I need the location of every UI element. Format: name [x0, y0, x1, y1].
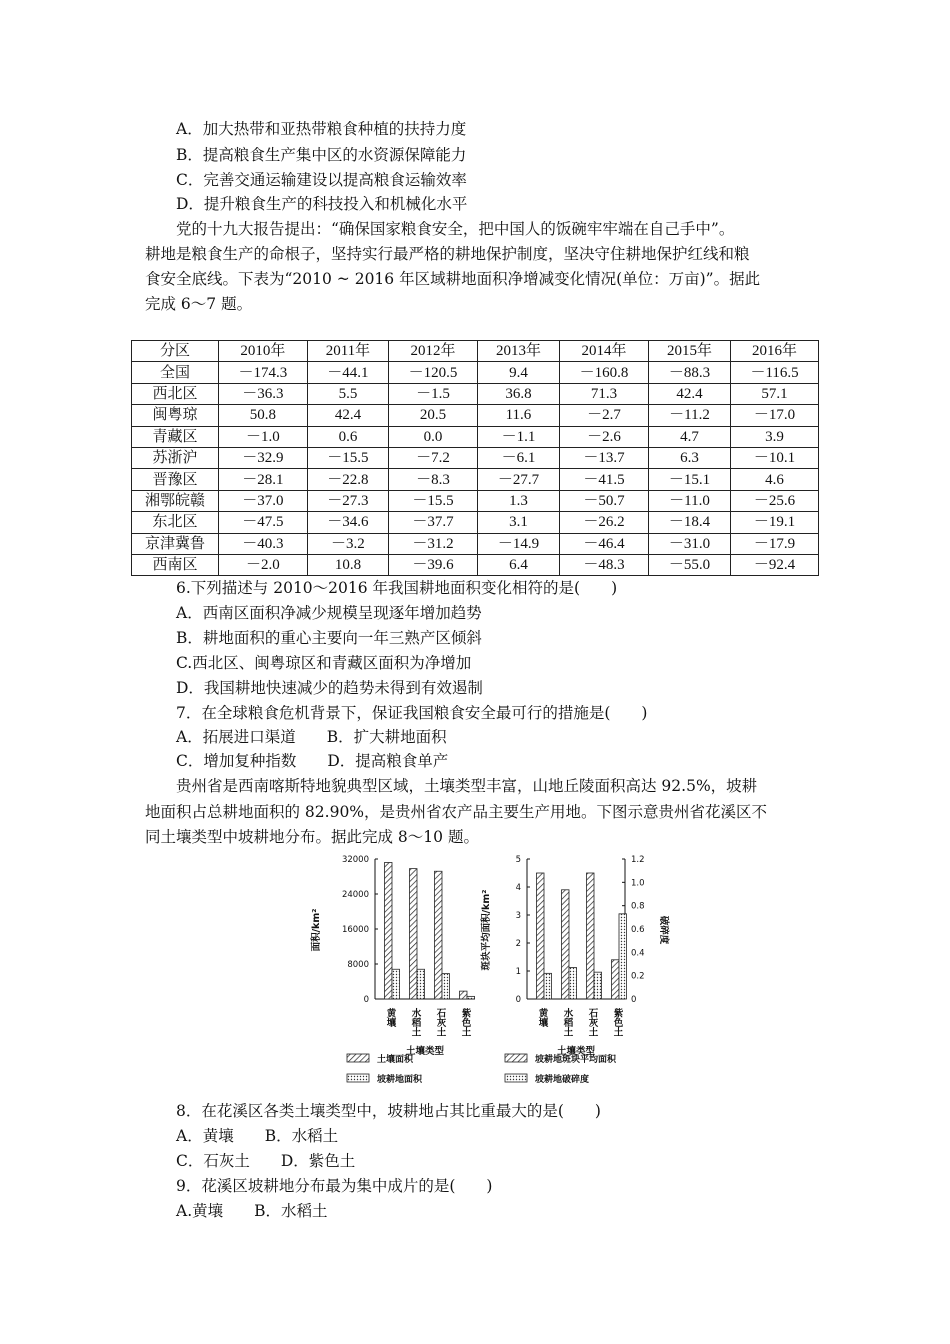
category-label: 紫色土 — [611, 1008, 623, 1037]
slope-cropland-area-bar — [442, 974, 450, 999]
legend-fragmentation-swatch — [505, 1074, 527, 1082]
region-cell: 青藏区 — [132, 426, 219, 447]
passage2-line: 同土壤类型中坡耕地分布。据此完成 8～10 题。 — [145, 828, 479, 846]
patch-mean-area-bar — [612, 960, 620, 999]
region-cell: 湘鄂皖赣 — [132, 490, 219, 511]
passage2-line: 贵州省是西南喀斯特地貌典型区域，土壤类型丰富，山地丘陵面积高达 92.5%，坡耕 — [176, 777, 758, 795]
cropland-change-table — [131, 340, 819, 576]
legend-patch-mean-area-swatch — [505, 1054, 527, 1062]
value-cell: 42.4 — [307, 405, 388, 426]
table-row — [132, 512, 819, 533]
value-cell: －17.0 — [731, 405, 819, 426]
y-tick-label: 0 — [363, 995, 369, 1005]
fragmentation-bar — [619, 914, 627, 999]
y-tick-label: 3 — [515, 911, 521, 921]
value-cell: 9.4 — [477, 362, 559, 383]
region-cell: 京津冀鲁 — [132, 533, 219, 554]
table-row — [132, 383, 819, 404]
soil-slope-cropland-charts — [305, 850, 825, 1095]
value-cell: 6.3 — [648, 447, 730, 468]
y-tick-label: 1 — [515, 967, 521, 977]
value-cell: －10.1 — [731, 447, 819, 468]
value-cell: 0.0 — [389, 426, 478, 447]
region-cell: 东北区 — [132, 512, 219, 533]
patch-mean-area-bar — [562, 890, 570, 999]
fragmentation-bar — [544, 973, 552, 999]
value-cell: 71.3 — [560, 383, 649, 404]
table-row — [132, 554, 819, 575]
passage2-line: 地面积占总耕地面积的 82.90%，是贵州省农产品主要生产用地。下图示意贵州省花溪区不 — [145, 803, 768, 821]
value-cell: 20.5 — [389, 405, 478, 426]
value-cell: －36.3 — [219, 383, 308, 404]
value-cell: －41.5 — [560, 469, 649, 490]
value-cell: －15.1 — [648, 469, 730, 490]
fragmentation-bar — [569, 968, 577, 1000]
q6-option-a: A．西南区面积净减少规模呈现逐年增加趋势 — [176, 604, 482, 622]
value-cell: 36.8 — [477, 383, 559, 404]
patch-mean-area-bar — [587, 873, 595, 999]
category-label: 黄壤 — [384, 1008, 396, 1027]
table-header-cell: 2010年 — [219, 341, 308, 362]
legend-slope-cropland-area-swatch — [347, 1074, 369, 1082]
y-tick-label-right: 0.4 — [631, 948, 645, 959]
region-cell: 西北区 — [132, 383, 219, 404]
legend-patch-mean-area: 坡耕地斑块平均面积 — [535, 1055, 617, 1065]
value-cell: 10.8 — [307, 554, 388, 575]
category-label: 黄壤 — [536, 1008, 548, 1027]
value-cell: －11.2 — [648, 405, 730, 426]
q6-option-b: B．耕地面积的重心主要向一年三熟产区倾斜 — [176, 629, 482, 647]
value-cell: －15.5 — [307, 447, 388, 468]
y-tick-label: 0 — [515, 995, 521, 1005]
y-tick-label: 5 — [515, 855, 521, 865]
category-label: 水稻土 — [561, 1008, 573, 1037]
q9-stem: 9．花溪区坡耕地分布最为集中成片的是( ) — [176, 1177, 493, 1195]
region-cell: 苏浙沪 — [132, 447, 219, 468]
value-cell: －48.3 — [560, 554, 649, 575]
value-cell: 5.5 — [307, 383, 388, 404]
soil-area-bar — [385, 863, 393, 1000]
passage1-line: 完成 6～7 题。 — [145, 295, 253, 313]
fragmentation-bar — [594, 972, 602, 999]
value-cell: －32.9 — [219, 447, 308, 468]
value-cell: －34.6 — [307, 512, 388, 533]
legend-soil-area: 土壤面积 — [377, 1055, 414, 1065]
value-cell: －50.7 — [560, 490, 649, 511]
slope-cropland-area-bar — [417, 969, 425, 999]
passage1-line: 耕地是粮食生产的命根子，坚持实行最严格的耕地保护制度，坚决守住耕地保护红线和粮 — [145, 245, 750, 263]
value-cell: 57.1 — [731, 383, 819, 404]
table-row — [132, 447, 819, 468]
table-row — [132, 533, 819, 554]
q5-option-d: D．提升粮食生产的科技投入和机械化水平 — [176, 195, 468, 213]
y-axis-label: 斑块平均面积/km² — [481, 889, 492, 971]
value-cell: －116.5 — [731, 362, 819, 383]
legend-fragmentation: 坡耕地破碎度 — [535, 1075, 590, 1085]
value-cell: 50.8 — [219, 405, 308, 426]
y-tick-label: 16000 — [341, 925, 369, 935]
value-cell: －11.0 — [648, 490, 730, 511]
value-cell: －1.1 — [477, 426, 559, 447]
q6-option-d: D．我国耕地快速减少的趋势未得到有效遏制 — [176, 679, 483, 697]
q5-option-a: A．加大热带和亚热带粮食种植的扶持力度 — [176, 120, 467, 138]
value-cell: －15.5 — [389, 490, 478, 511]
q8-options-ab: A．黄壤 B．水稻土 — [176, 1127, 339, 1145]
value-cell: －17.9 — [731, 533, 819, 554]
value-cell: －37.7 — [389, 512, 478, 533]
value-cell: －19.1 — [731, 512, 819, 533]
q7-options-cd: C．增加复种指数 D．提高粮食单产 — [176, 752, 449, 770]
table-header-cell: 2014年 — [560, 341, 649, 362]
table-row — [132, 426, 819, 447]
table-header-cell: 2011年 — [307, 341, 388, 362]
y-tick-label-right: 0.6 — [631, 925, 645, 935]
value-cell: －1.5 — [389, 383, 478, 404]
legend-soil-area-swatch — [347, 1054, 369, 1062]
y-tick-label: 2 — [515, 939, 521, 949]
value-cell: －92.4 — [731, 554, 819, 575]
region-cell: 闽粤琼 — [132, 405, 219, 426]
value-cell: －3.2 — [307, 533, 388, 554]
value-cell: －27.7 — [477, 469, 559, 490]
value-cell: －8.3 — [389, 469, 478, 490]
value-cell: 42.4 — [648, 383, 730, 404]
y-tick-label-right: 0 — [631, 995, 637, 1005]
table-header-cell: 2012年 — [389, 341, 478, 362]
y-tick-label: 32000 — [341, 855, 369, 865]
value-cell: －7.2 — [389, 447, 478, 468]
value-cell: －27.3 — [307, 490, 388, 511]
passage1-line: 食安全底线。下表为“2010 ~ 2016 年区域耕地面积净增减变化情况(单位：万亩)”。据此 — [145, 270, 761, 288]
category-label: 石灰土 — [434, 1008, 446, 1037]
soil-area-bar — [460, 991, 468, 999]
y-axis-label: 面积/km² — [311, 908, 322, 952]
value-cell: 4.6 — [731, 469, 819, 490]
value-cell: 4.7 — [648, 426, 730, 447]
y-tick-label-right: 0.2 — [631, 971, 645, 982]
value-cell: －2.6 — [560, 426, 649, 447]
value-cell: －44.1 — [307, 362, 388, 383]
value-cell: －1.0 — [219, 426, 308, 447]
region-cell: 全国 — [132, 362, 219, 383]
value-cell: －88.3 — [648, 362, 730, 383]
table-row — [132, 362, 819, 383]
q8-stem: 8．在花溪区各类土壤类型中，坡耕地占其比重最大的是( ) — [176, 1102, 601, 1120]
category-label: 石灰土 — [586, 1008, 598, 1037]
value-cell: －31.0 — [648, 533, 730, 554]
region-cell: 西南区 — [132, 554, 219, 575]
soil-area-bar — [410, 869, 418, 999]
y-tick-label-right: 1.0 — [631, 878, 645, 889]
table-row — [132, 469, 819, 490]
value-cell: 3.1 — [477, 512, 559, 533]
table-header-cell: 2013年 — [477, 341, 559, 362]
value-cell: －28.1 — [219, 469, 308, 490]
q8-options-cd: C．石灰土 D．紫色土 — [176, 1152, 356, 1170]
value-cell: －160.8 — [560, 362, 649, 383]
soil-area-bar — [435, 871, 443, 999]
q6-option-c: C.西北区、闽粤琼区和青藏区面积为净增加 — [176, 654, 472, 672]
y-tick-label: 4 — [515, 883, 521, 893]
category-label: 紫色土 — [459, 1008, 471, 1037]
value-cell: －31.2 — [389, 533, 478, 554]
value-cell: 6.4 — [477, 554, 559, 575]
value-cell: －174.3 — [219, 362, 308, 383]
value-cell: 11.6 — [477, 405, 559, 426]
value-cell: －40.3 — [219, 533, 308, 554]
x-axis-label: 土壤类型 — [405, 1046, 445, 1057]
value-cell: －55.0 — [648, 554, 730, 575]
q6-stem: 6.下列描述与 2010～2016 年我国耕地面积变化相符的是( ) — [176, 579, 618, 597]
q7-stem: 7．在全球粮食危机背景下，保证我国粮食安全最可行的措施是( ) — [176, 704, 648, 722]
slope-cropland-area-bar — [392, 969, 400, 999]
table-header-cell: 分区 — [132, 341, 219, 362]
value-cell: －2.7 — [560, 405, 649, 426]
q7-options-ab: A．拓展进口渠道 B．扩大耕地面积 — [176, 728, 447, 746]
patch-mean-area-bar — [537, 873, 545, 999]
value-cell: －13.7 — [560, 447, 649, 468]
value-cell: －6.1 — [477, 447, 559, 468]
value-cell: －22.8 — [307, 469, 388, 490]
y-tick-label-right: 0.8 — [631, 901, 645, 912]
value-cell: 3.9 — [731, 426, 819, 447]
q9-options-ab: A.黄壤 B．水稻土 — [176, 1202, 328, 1220]
value-cell: －46.4 — [560, 533, 649, 554]
value-cell: －26.2 — [560, 512, 649, 533]
value-cell: 1.3 — [477, 490, 559, 511]
value-cell: －39.6 — [389, 554, 478, 575]
y-axis-label-right: 破碎度 — [658, 915, 669, 945]
region-cell: 晋豫区 — [132, 469, 219, 490]
passage1-line: 党的十九大报告提出：“确保国家粮食安全，把中国人的饭碗牢牢端在自己手中”。 — [176, 220, 735, 238]
value-cell: －47.5 — [219, 512, 308, 533]
value-cell: －2.0 — [219, 554, 308, 575]
table-header-cell: 2016年 — [731, 341, 819, 362]
slope-cropland-area-bar — [467, 996, 475, 999]
table-row — [132, 405, 819, 426]
table-header-cell: 2015年 — [648, 341, 730, 362]
value-cell: －25.6 — [731, 490, 819, 511]
q5-option-c: C．完善交通运输建设以提高粮食运输效率 — [176, 171, 467, 189]
y-tick-label: 8000 — [347, 960, 369, 970]
q5-option-b: B．提高粮食生产集中区的水资源保障能力 — [176, 146, 467, 164]
value-cell: －37.0 — [219, 490, 308, 511]
value-cell: 0.6 — [307, 426, 388, 447]
y-tick-label-right: 1.2 — [631, 855, 645, 865]
legend-slope-cropland-area: 坡耕地面积 — [377, 1075, 423, 1085]
value-cell: －18.4 — [648, 512, 730, 533]
y-tick-label: 24000 — [341, 890, 369, 900]
table-header-row — [132, 341, 819, 362]
table-row — [132, 490, 819, 511]
x-axis-label: 土壤类型 — [556, 1046, 596, 1057]
value-cell: －14.9 — [477, 533, 559, 554]
value-cell: －120.5 — [389, 362, 478, 383]
category-label: 水稻土 — [409, 1008, 421, 1037]
